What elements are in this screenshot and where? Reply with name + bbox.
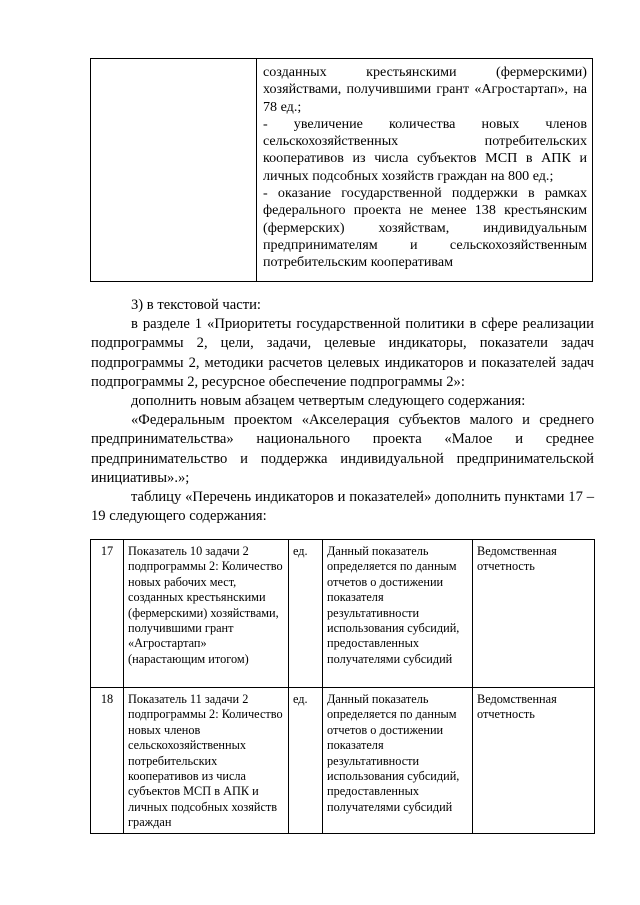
indicators-table [90,539,595,834]
indicator-name: Показатель 11 задачи 2 подпрограммы 2: Количество новых членов сельскохозяйственных потребительских кооперативов из числа субъектов МСП в АПК и личных подсобных хозяйств граждан [124,688,289,834]
result-paragraph: созданных крестьянскими (фермерскими) хозяйствами, получившими грант «Агростартап», на 78 ед.; [263,64,587,115]
result-paragraph: - оказание государственной поддержки в рамках федерального проекта не менее 138 крестьянским (фермерских) хозяйствам, индивидуальным предпринимателям и сельскохозяйственным потребительским кооперативам [263,185,587,271]
indicator-method: Данный показатель определяется по данным отчетов о достижении показателя результативности использования субсидий, предоставленных получателями субсидий [323,688,473,834]
table-row [91,540,595,688]
empty-left-cell [91,59,257,281]
indicator-unit: ед. [289,540,323,688]
indicator-name: Показатель 10 задачи 2 подпрограммы 2: Количество новых рабочих мест, созданных крестьянскими (фермерскими) хозяйствами, получившими грант «Агростартап» (нарастающим итогом) [124,540,289,688]
section-reference-paragraph: в разделе 1 «Приоритеты государственной политики в сфере реализации подпрограммы 2, цели, задачи, целевые индикаторы, показатели задач подпрограммы 2, методики расчетов целевых индикаторов и показателей задач подпрограммы 2, ресурсное обеспечение подпрограммы 2»: [91,316,594,390]
table-row [91,688,595,834]
row-number: 18 [91,688,124,834]
document-body [91,296,594,526]
continued-table-fragment [90,58,593,282]
item-3-heading: 3) в текстовой части: [131,297,261,313]
indicator-method: Данный показатель определяется по данным отчетов о достижении показателя результативности использования субсидий, предоставленных получателями субсидий [323,540,473,688]
quoted-paragraph: «Федеральным проектом «Акселерация субъектов малого и среднего предпринимательства» национального проекта «Малое и среднее предпринимательство и поддержка индивидуальной предпринимательской инициативы».»; [91,412,594,486]
add-paragraph-instruction: дополнить новым абзацем четвертым следующего содержания: [131,393,526,410]
indicator-unit: ед. [289,688,323,834]
indicator-source: Ведомственная отчетность [473,540,595,688]
indicator-source: Ведомственная отчетность [473,688,595,834]
row-number: 17 [91,540,124,688]
expected-results-cell [257,59,592,281]
result-paragraph: - увеличение количества новых членов сельскохозяйственных потребительских кооперативов из числа субъектов МСП в АПК и личных подсобных хозяйств граждан на 800 ед.; [263,115,587,184]
table-instruction-paragraph: таблицу «Перечень индикаторов и показателей» дополнить пунктами 17 – 19 следующего содержания: [91,489,594,525]
